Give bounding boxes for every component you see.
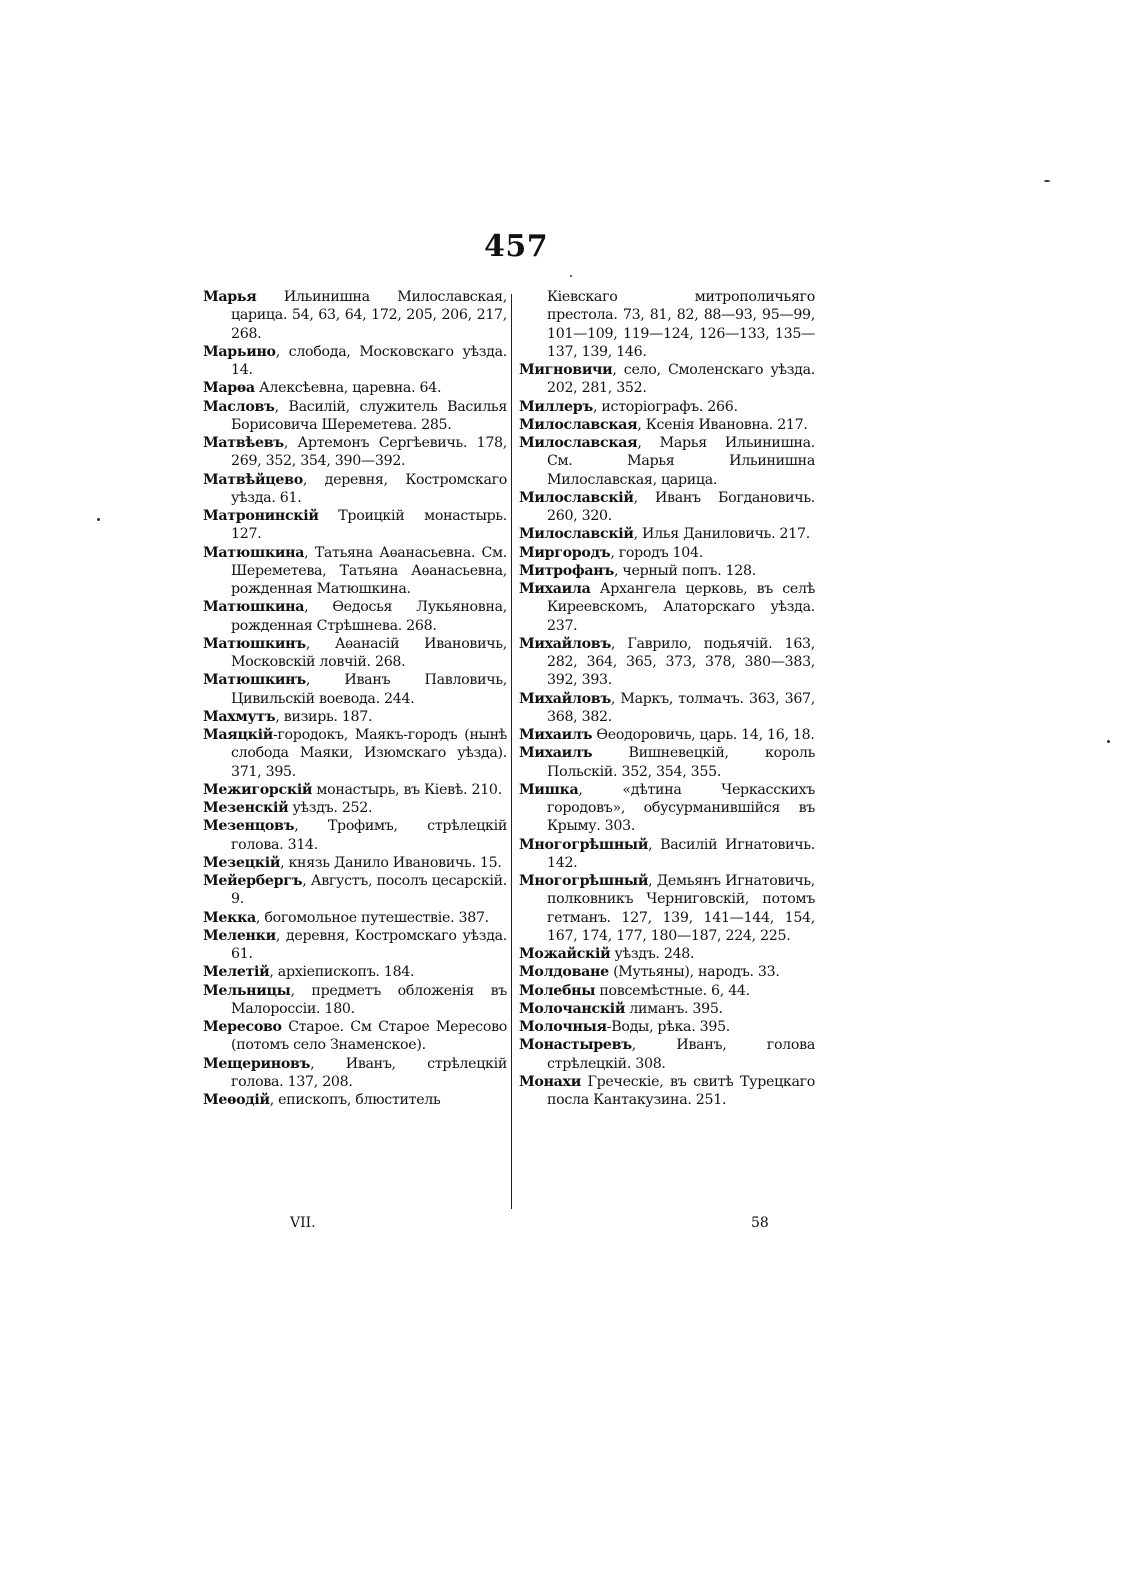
entry-headword: Монастыревъ [519, 1037, 632, 1054]
index-entry [203, 1055, 507, 1092]
index-entry [519, 1073, 815, 1110]
index-entry [519, 945, 815, 963]
entry-headword: Милославскій [519, 526, 634, 543]
index-entry [519, 982, 815, 1000]
index-entry [203, 471, 507, 508]
entry-headword: Матюшкинъ [203, 635, 306, 652]
entry-headword: Масловъ [203, 398, 275, 415]
entry-text: Старое. См Старое Мересово (потомъ село Знаменское). [231, 1019, 507, 1054]
signature-mark: VII. [290, 1215, 316, 1231]
entry-text: Ѳеодоровичь, царь. 14, 16, 18. [592, 727, 815, 743]
entry-text: повсемѣстные. 6, 44. [595, 982, 750, 999]
entry-headword: Михаила [519, 581, 591, 597]
index-entry [203, 909, 507, 927]
print-speck [97, 518, 100, 521]
index-entry [519, 525, 815, 543]
entry-text: , Иванъ, стрѣлецкій голова. 137, 208. [231, 1055, 507, 1090]
index-entry [519, 416, 815, 434]
entry-headword: Молебны [519, 982, 596, 999]
index-entry [203, 799, 507, 817]
entry-headword: Марѳа [203, 380, 255, 397]
index-entry [203, 726, 507, 781]
entry-text: монастырь, въ Кіевѣ. 210. [312, 781, 502, 798]
index-entry [203, 635, 507, 672]
entry-headword: Меѳодій [203, 1092, 270, 1108]
entry-headword: Милославская [519, 435, 638, 451]
entry-text: Вишневецкій, король Польскій. 352, 354, 355. [547, 745, 815, 780]
entry-headword: Мещериновъ [203, 1055, 311, 1072]
entry-text: , богомольное путешествіе. 387. [255, 909, 489, 926]
entry-text: уѣздъ. 248. [610, 946, 695, 962]
entry-text: Ильинишна Милославская, царица. 54, 63, 64, 172, 205, 206, 217, 268. [231, 289, 507, 342]
entry-headword: Маяцкій [203, 727, 273, 743]
entry-headword: Меленки [203, 927, 276, 944]
index-entry [519, 690, 815, 727]
index-entry [203, 343, 507, 380]
entry-text: , Ѳедосья Лукьяновна, рожденная Стрѣшнева. 268. [231, 599, 507, 634]
index-entry [519, 361, 815, 398]
entry-headword: Молдоване [519, 964, 609, 981]
entry-text: -городокъ, Маякъ-городъ (нынѣ слобода Маяки, Изюмскаго уѣзда). 371, 395. [231, 727, 507, 780]
entry-headword: Мелетій [203, 964, 270, 981]
entry-text: , Иванъ Павловичь, Цивильскій воевода. 244. [231, 672, 507, 707]
index-entry [203, 872, 507, 909]
index-entry [519, 398, 815, 416]
entry-headword: Мезенцовъ [203, 818, 295, 835]
entry-text: , визирь. 187. [275, 708, 373, 725]
entry-headword: Махмутъ [203, 708, 276, 725]
index-entry [203, 671, 507, 708]
entry-headword: Можайскій [519, 946, 611, 962]
entry-headword: Матвѣевъ [203, 435, 284, 451]
index-column-left [203, 288, 507, 1109]
index-entry [203, 854, 507, 872]
print-speck [1044, 180, 1050, 182]
index-entry [203, 288, 507, 343]
index-column-right [519, 288, 815, 1109]
index-entry [203, 927, 507, 964]
index-entry [203, 963, 507, 981]
entry-text: , черный попъ. 128. [613, 562, 756, 579]
entry-headword: Мигновичи [519, 362, 613, 378]
entry-headword: Мельницы [203, 982, 291, 999]
entry-text: Алексѣевна, царевна. 64. [254, 380, 442, 397]
entry-text: , Илья Даниловичь. 217. [633, 526, 810, 543]
index-entry [519, 489, 815, 526]
entry-headword: Межигорскій [203, 781, 313, 798]
index-entry [519, 1000, 815, 1018]
index-entry [203, 379, 507, 397]
entry-text: , исторіографъ. 266. [592, 398, 738, 415]
entry-headword: Мересово [203, 1019, 282, 1035]
entry-headword: Мейербергъ [203, 873, 303, 889]
entry-text: , Василій Игнатовичь. 142. [547, 836, 815, 871]
entry-text: , село, Смоленскаго уѣзда. 202, 281, 352. [547, 362, 815, 397]
entry-text: , предметъ обложенія въ Малороссіи. 180. [231, 982, 507, 1017]
entry-headword: Матюшкина [203, 544, 305, 561]
entry-headword: Милославская [519, 416, 638, 433]
entry-text: Архангела церковь, въ селѣ Киреевскомъ, Алаторскаго уѣзда. 237. [547, 581, 815, 634]
entry-headword: Митрофанъ [519, 562, 614, 579]
entry-text: , епископъ, блюститель [269, 1092, 441, 1108]
page-number: 457 [484, 229, 549, 264]
index-entry [203, 434, 507, 471]
entry-text: , Марья Ильинишна. См. Марья Ильинишна Милославская, царица. [547, 435, 815, 488]
entry-text: , Иванъ, голова стрѣлецкій. 308. [547, 1037, 815, 1072]
entry-headword: Марьино [203, 343, 276, 360]
index-entry [203, 398, 507, 435]
entry-headword: Миллеръ [519, 398, 593, 415]
entry-headword: Многогрѣшный [519, 836, 649, 853]
entry-headword: Мезецкій [203, 854, 281, 871]
entry-text: уѣздъ. 252. [288, 800, 373, 816]
entry-headword: Матвѣйцево [203, 471, 303, 488]
entry-text: , «дѣтина Черкасскихъ городовъ», обусурманившійся въ Крыму. 303. [547, 781, 815, 835]
entry-headword: Матронинскій [203, 508, 319, 524]
index-entry [519, 744, 815, 781]
index-entry [203, 982, 507, 1019]
entry-headword: Миргородъ [519, 544, 611, 561]
entry-text: , князь Данило Ивановичь. 15. [280, 854, 502, 871]
entry-text: лиманъ. 395. [625, 1000, 723, 1017]
entry-text: , деревня, Костромскаго уѣзда. 61. [231, 471, 507, 506]
index-entry [519, 635, 815, 690]
index-entry [203, 817, 507, 854]
index-entry [203, 1018, 507, 1055]
entry-text: , Гаврило, подьячій. 163, 282, 364, 365, 373, 378, 380—383, 392, 393. [547, 635, 815, 689]
entry-text: , архіепископъ. 184. [269, 964, 415, 981]
print-speck [1107, 740, 1110, 743]
entry-text: , деревня, Костромскаго уѣзда. 61. [231, 927, 507, 962]
entry-text: , Василій, служитель Василья Борисовича Шереметева. 285. [231, 398, 507, 433]
entry-headword: Марья [203, 289, 257, 305]
entry-headword: Михаилъ [519, 727, 593, 743]
entry-headword: Мишка [519, 781, 579, 798]
entry-text: Греческіе, въ свитѣ Турецкаго посла Кантакузина. 251. [547, 1073, 815, 1108]
index-entry [203, 781, 507, 799]
entry-text: , Демьянъ Игнатовичь, полковникъ Черниговскій, потомъ гетманъ. 127, 139, 141—144, 154, 167, 174, 177, 180—187, 224, 225. [547, 873, 815, 944]
entry-text: , слобода, Московскаго уѣзда. 14. [231, 343, 507, 378]
entry-headword: Михаилъ [519, 745, 593, 762]
entry-headword: Матюшкина [203, 599, 305, 616]
index-entry [519, 963, 815, 981]
index-entry [519, 872, 815, 945]
column-divider [511, 294, 512, 1209]
print-speck [570, 275, 572, 277]
index-entry [519, 1018, 815, 1036]
entry-headword: Михайловъ [519, 690, 611, 707]
entry-headword: Милославскій [519, 489, 634, 506]
index-entry [203, 507, 507, 544]
entry-headword: Михайловъ [519, 635, 611, 652]
entry-text: , Артемонъ Сергѣевичь. 178, 269, 352, 354, 390—392. [231, 435, 507, 470]
entry-headword: Мезенскій [203, 800, 289, 816]
entry-text: , городъ 104. [610, 544, 703, 561]
entry-headword: Молочныя [519, 1019, 607, 1035]
entry-text: , Татьяна Аѳанасьевна. См. Шереметева, Татьяна Аѳанасьевна, рожденная Матюшкина. [231, 544, 507, 597]
entry-text: , Маркъ, толмачъ. 363, 367, 368, 382. [547, 690, 815, 725]
entry-text: , Трофимъ, стрѣлецкій голова. 314. [231, 818, 507, 853]
index-entry [203, 598, 507, 635]
entry-text: Троицкій монастырь. 127. [231, 508, 507, 543]
entry-text: , Ксенія Ивановна. 217. [637, 416, 808, 433]
index-entry [203, 708, 507, 726]
index-entry [519, 434, 815, 489]
index-entry [203, 1091, 507, 1109]
entry-headword: Монахи [519, 1073, 581, 1090]
index-entry-continuation: Кіевскаго митрополичьяго престола. 73, 81, 82, 88—93, 95—99, 101—109, 119—124, 126—133, 135—137, 139, 146. [547, 289, 815, 360]
index-entry [519, 836, 815, 873]
entry-headword: Матюшкинъ [203, 672, 306, 689]
entry-headword: Мекка [203, 909, 256, 926]
index-entry [519, 544, 815, 562]
index-entry [519, 562, 815, 580]
entry-headword: Многогрѣшный [519, 873, 649, 889]
entry-text: , Августъ, посолъ цесарскій. 9. [231, 873, 507, 908]
index-entry [519, 580, 815, 635]
index-entry [519, 726, 815, 744]
entry-text: (Мутьяны), народъ. 33. [608, 964, 780, 981]
index-entry [203, 544, 507, 599]
index-entry [519, 1036, 815, 1073]
sheet-number: 58 [751, 1215, 769, 1231]
entry-text: , Аѳанасій Ивановичь, Московскій ловчій. 268. [231, 635, 507, 670]
entry-headword: Молочанскій [519, 1000, 626, 1017]
entry-text: , Иванъ Богдановичь. 260, 320. [547, 489, 815, 524]
index-entry [519, 781, 815, 836]
entry-text: -Воды, рѣка. 395. [606, 1019, 730, 1035]
